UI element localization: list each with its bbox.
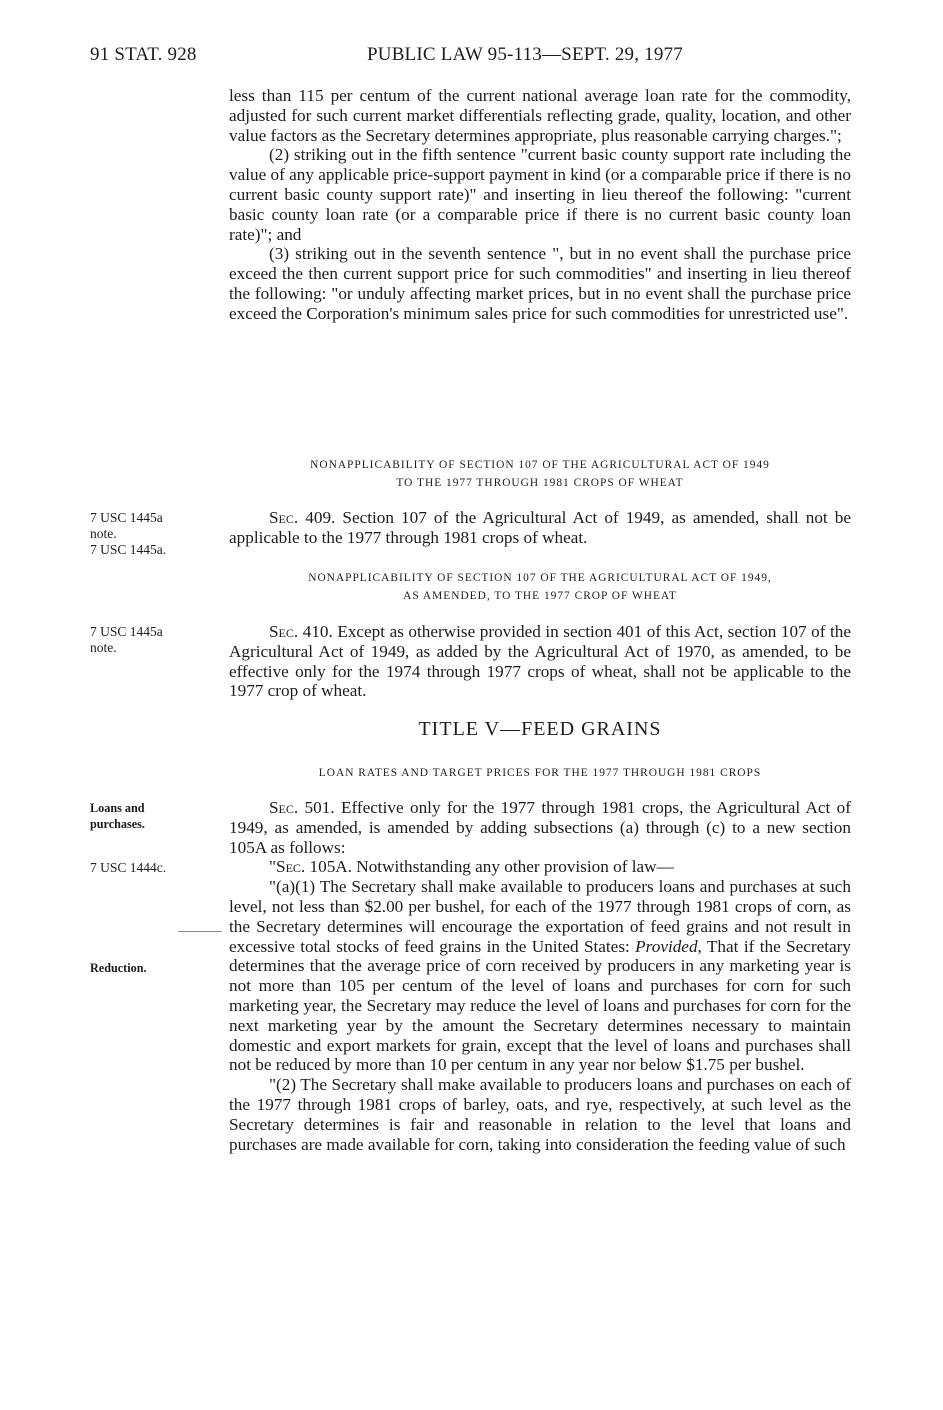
section-heading-501: LOAN RATES AND TARGET PRICES FOR THE 1977 THROUGH 1981 CROPS [318,767,762,779]
section-text: 501. Effective only for the 1977 through 1981 crops, the Agricultural Act of 1949, as amended, is amended by adding subsections (a) through (c) to a new section 105A as follows: [229,798,851,857]
heading-line: AS AMENDED, TO THE 1977 CROP OF WHEAT [403,590,677,602]
margin-line: note. [90,526,117,541]
title-heading: TITLE V—FEED GRAINS [418,718,662,740]
margin-line: 7 USC 1445a. [90,542,167,557]
section-text: 105A. Notwithstanding any other provision of law— [305,857,674,877]
section-label: Sec. [269,622,299,641]
margin-line: Loans and [90,801,145,815]
margin-note-usc [90,510,210,558]
margin-rule [178,931,222,932]
section-text: 410. Except as otherwise provided in section 401 of this Act, section 107 of the Agricultural Act of 1949, as added by the Agricultural Act of 1970, as amended, to be effective only for the 1974 through 1977 crops of wheat, shall not be applicable to the 1977 crop of wheat. [229,622,851,701]
proviso-word: Provided [635,936,698,956]
margin-note-usc [90,624,210,656]
amendment-block [229,86,851,324]
public-law-header: PUBLIC LAW 95-113—SEPT. 29, 1977 [367,44,683,65]
paragraph-3: (3) striking out in the seventh sentence ", but in no event shall the purchase price exceed the then current support price for such commodities" and inserting in lieu thereof the following: "or unduly affecting market prices, but in no event shall the purchase price exceed the Corporation's minimum sales price for such commodities for unrestricted use". [229,244,851,323]
section-heading-409 [229,456,851,492]
section-label: "Sec. [269,857,306,877]
margin-line: 7 USC 1445a [90,510,163,525]
section-501 [229,798,851,1154]
paragraph-2: (2) striking out in the fifth sentence "current basic county support rate including the value of any applicable price-support payment in kind (or a comparable price if there is no current basic county support rate)" and inserting in lieu thereof the following: "current basic county loan rate (or a comparable price if there is no current basic county loan rate)"; and [229,145,851,244]
heading-line: TO THE 1977 THROUGH 1981 CROPS OF WHEAT [396,477,684,489]
paragraph-continued: less than 115 per centum of the current national average loan rate for the commodity, adjusted for such current market differentials reflecting grade, quality, location, and other value factors as the Secretary determines appropriate, plus reasonable carrying charges."; [229,86,851,145]
subsection-text: "(a)(1) The Secretary shall make available to producers loans and purchases at such level, not less than $2.00 per bushel, for each of the 1977 through 1981 crops of corn, as the Secretary determines will encourage the exportation of feed grains and not result in excessive total stocks of feed grains in the United States: [229,877,851,956]
heading-line: NONAPPLICABILITY OF SECTION 107 OF THE AGRICULTURAL ACT OF 1949 [310,459,770,471]
margin-line: purchases. [90,817,145,831]
section-heading-410 [229,569,851,605]
subsection-text: , That if the Secretary determines that the average price of corn received by producers in any marketing year is not more than 105 per centum of the level of loans and purchases for corn for such marketing year, the Secretary may reduce the level of loans and purchases for corn for the next marketing year by the amount the Secretary determines necessary to maintain domestic and export markets for grain, except that the level of loans and purchases shall not be reduced by more than 10 per centum in any year nor below $1.75 per bushel. [229,936,851,1075]
margin-line: note. [90,640,117,655]
subsection-a1 [229,877,851,1075]
margin-note-reduction: Reduction. [90,961,147,975]
margin-note-usc: 7 USC 1444c. [90,860,167,875]
section-410 [229,622,851,701]
section-text: 409. Section 107 of the Agricultural Act of 1949, as amended, shall not be applicable to the 1977 through 1981 crops of wheat. [229,508,851,547]
margin-note-loans [90,800,210,832]
heading-line: NONAPPLICABILITY OF SECTION 107 OF THE AGRICULTURAL ACT OF 1949, [308,572,772,584]
section-label: Sec. [269,798,299,817]
margin-line: 7 USC 1445a [90,624,163,639]
statute-page-number: 91 STAT. 928 [90,44,197,65]
subsection-a2: "(2) The Secretary shall make available to producers loans and purchases on each of the 1977 through 1981 crops of barley, oats, and rye, respectively, at such level as the Secretary determines is fair and reasonable in relation to the level that loans and purchases are made available for corn, taking into consideration the feeding value of such [229,1075,851,1154]
section-409 [229,508,851,548]
section-label: Sec. [269,508,299,527]
